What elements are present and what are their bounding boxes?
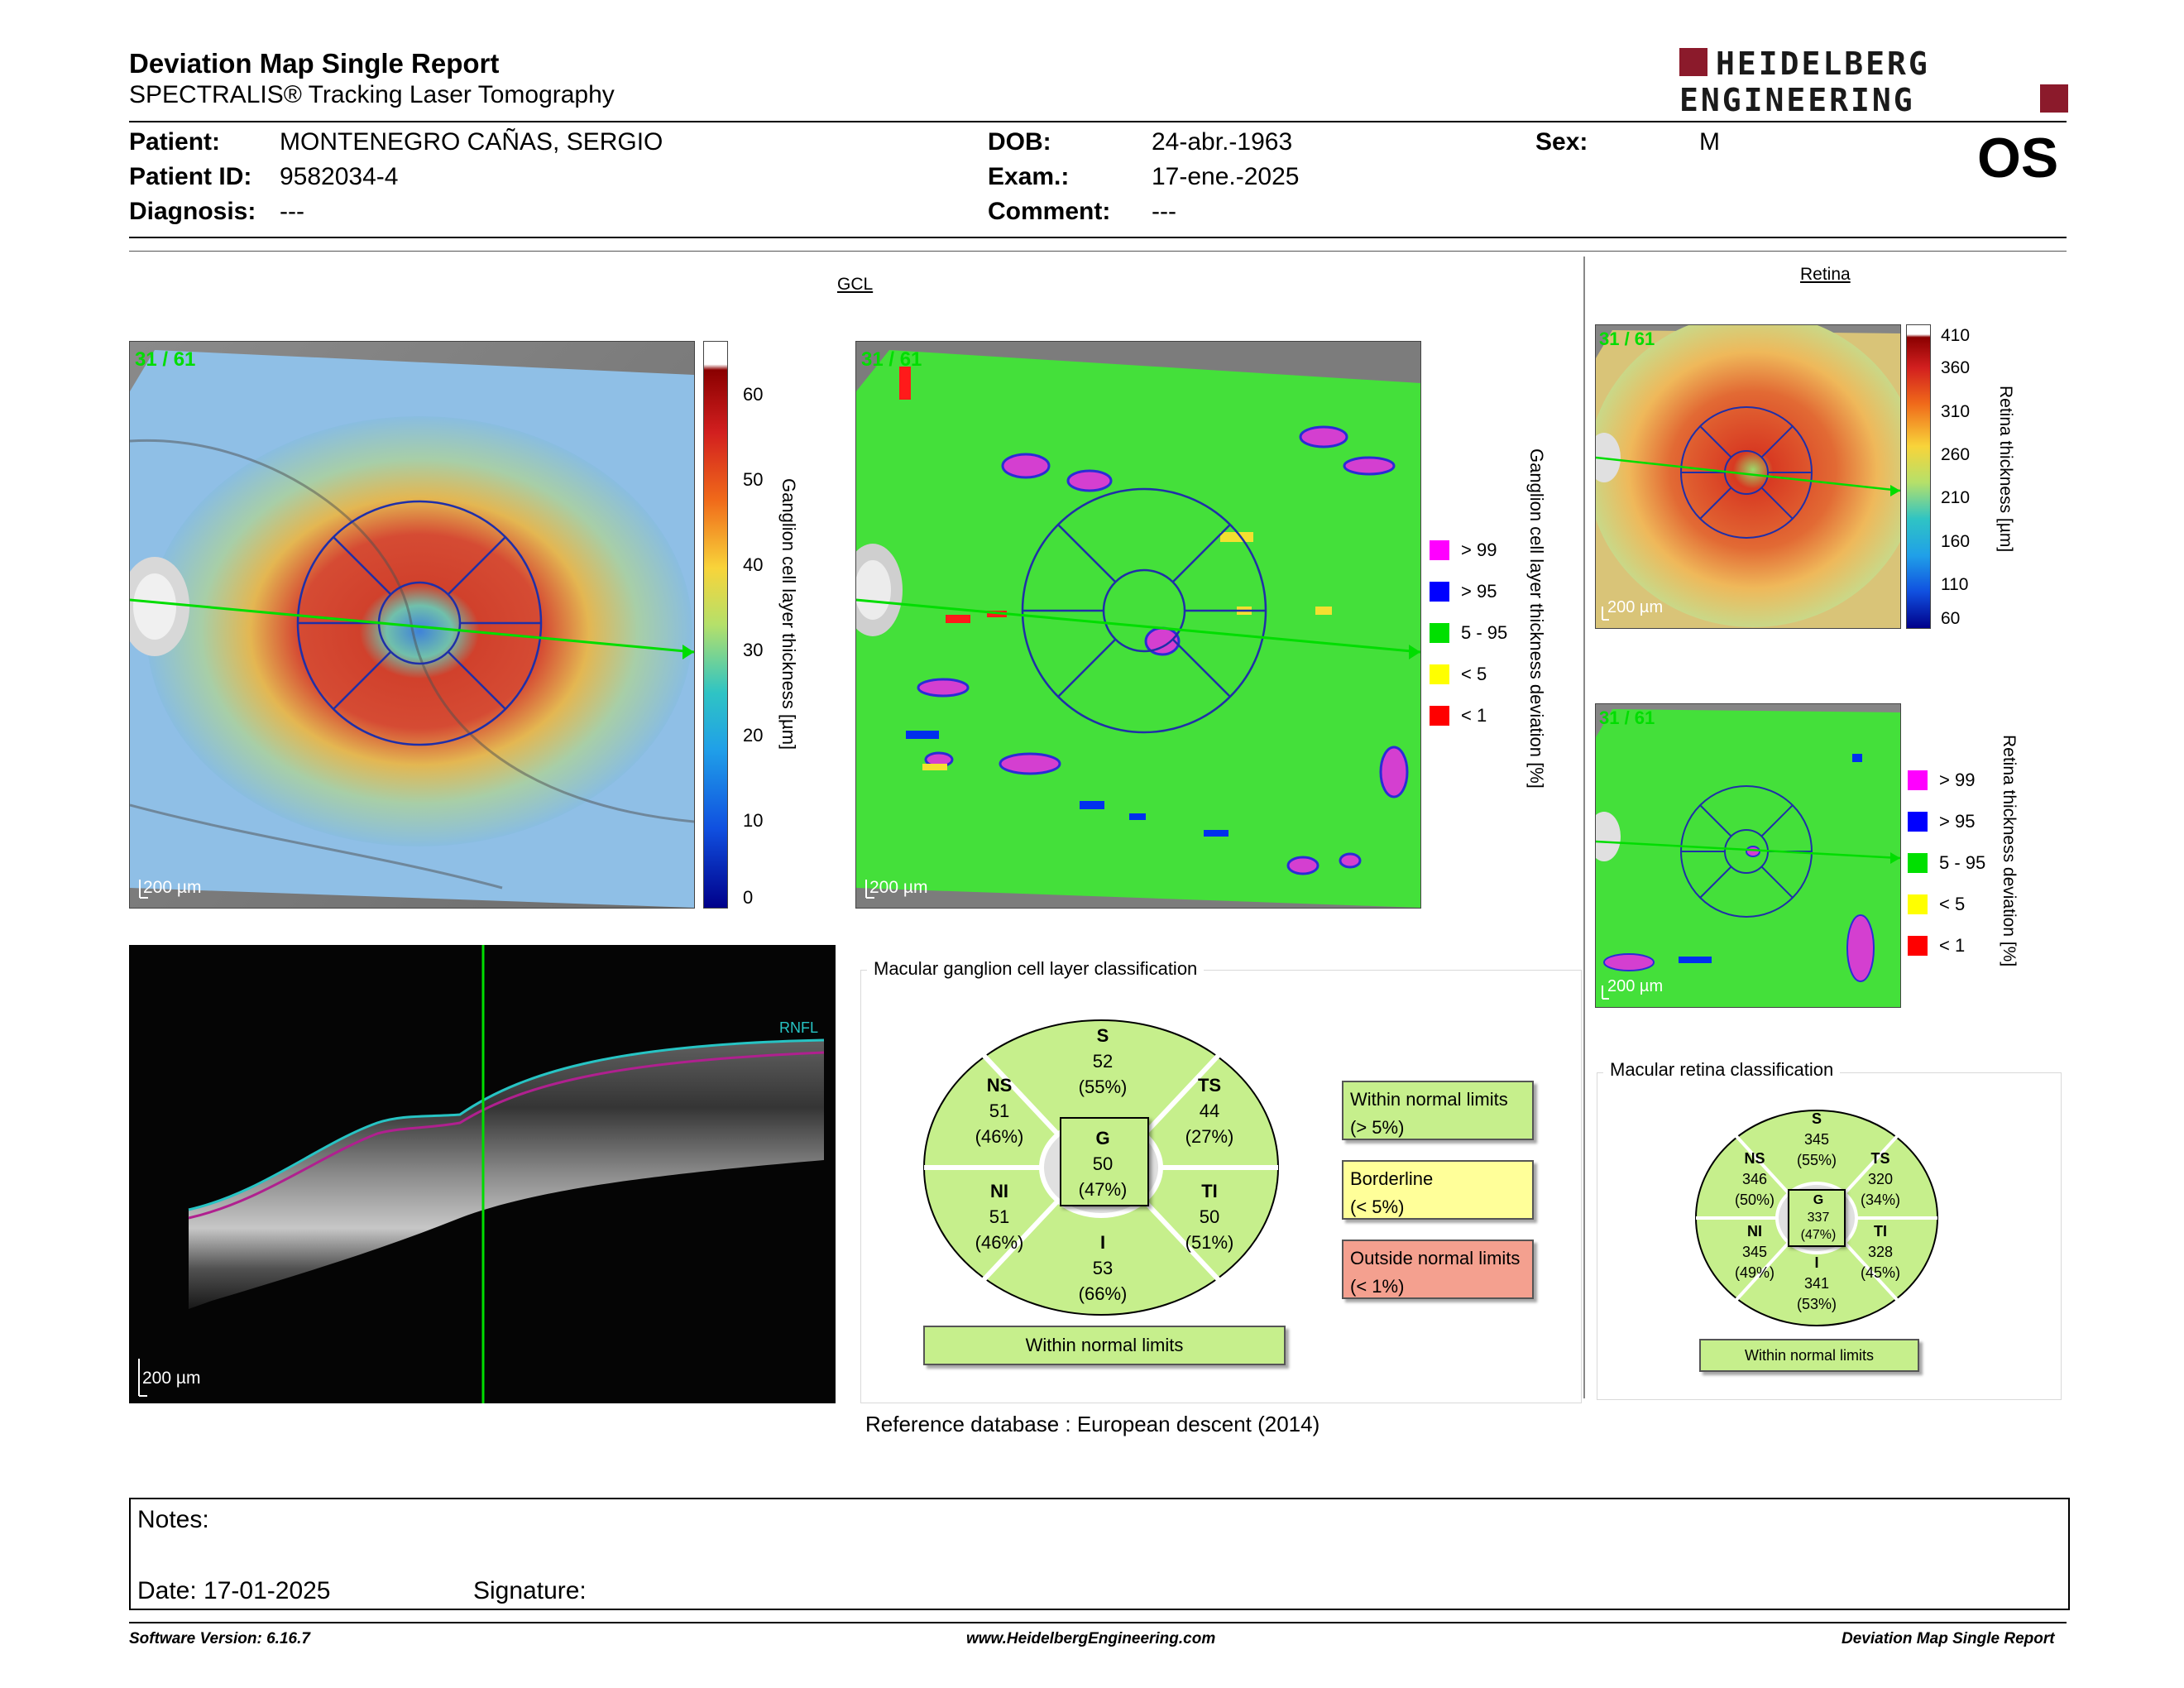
heidelberg-logo [1679,46,2068,116]
reference-database: Reference database : European descent (2014) [865,1412,1320,1436]
patient-divider-2 [129,251,2067,252]
retina-deviation-legend [1908,760,1985,966]
patient-name: MONTENEGRO CAÑAS, SERGIO [280,128,663,156]
sector-name: S [1096,1025,1109,1046]
gcl-classification-result: Within normal limits [923,1326,1286,1365]
gcl-thickness-map [129,341,695,909]
legend-label: < 5 [1461,664,1487,684]
retina-tick: 260 [1941,445,1971,464]
gcl-sector-ni [958,1178,1041,1255]
retina-tick: 110 [1941,575,1969,594]
legend-within-label: Within normal limits [1350,1089,1508,1110]
legend-label: > 95 [1461,581,1497,602]
sector-percent: (55%) [1078,1077,1128,1097]
sector-name: TS [1197,1075,1222,1096]
sector-name: TI [1201,1181,1218,1201]
gcl-map-scale: 200 µm [143,878,202,897]
patient-divider [129,237,2067,238]
sector-name: I [1814,1254,1819,1271]
svg-text:HEIDELBERG: HEIDELBERG [1716,46,1930,82]
dob-label: DOB: [988,128,1051,156]
legend-label: > 99 [1461,539,1497,560]
sector-percent: (46%) [975,1232,1024,1253]
legend-swatch-red [1908,936,1928,956]
sector-percent: (45%) [1860,1264,1900,1281]
legend-outside-label: Outside normal limits [1350,1248,1521,1268]
dob-value: 24-abr.-1963 [1152,128,1293,156]
report-subtitle: SPECTRALIS® Tracking Laser Tomography [129,81,615,108]
retina-tick: 210 [1941,488,1971,507]
sector-value: 345 [1803,1131,1830,1148]
sector-percent: (34%) [1860,1192,1900,1208]
software-version: Software Version: 6.16.7 [129,1630,310,1647]
sector-percent: (49%) [1734,1264,1774,1281]
gcl-tick: 30 [743,640,764,660]
sector-percent: (51%) [1185,1232,1234,1253]
legend-label: 5 - 95 [1939,852,1986,873]
retina-deviation-scale: 200 µm [1607,977,1664,995]
retina-sector-ts [1853,1149,1908,1211]
sector-percent: (55%) [1796,1152,1837,1168]
gcl-tick: 60 [743,384,764,405]
sector-value: 337 [1807,1211,1830,1225]
sector-percent: (27%) [1185,1126,1234,1147]
bscan-scale: 200 µm [142,1369,201,1388]
report-title: Deviation Map Single Report [129,48,500,79]
legend-within-threshold: (> 5%) [1350,1117,1405,1138]
notes-box [129,1498,2070,1610]
notes-label: Notes: [137,1506,209,1533]
sector-value: 328 [1867,1244,1894,1260]
retina-sector-ni [1727,1221,1782,1283]
sex-label: Sex: [1535,128,1588,156]
sector-name: I [1099,1232,1106,1253]
comment-value: --- [1152,198,1176,225]
sector-percent: (53%) [1796,1296,1837,1312]
comment-label: Comment: [988,198,1111,225]
gcl-sector-ts [1168,1072,1251,1149]
legend-label: < 1 [1939,935,1966,956]
retina-thickness-axis-label: Retina thickness [µm] [1996,386,2015,553]
svg-text:ENGINEERING: ENGINEERING [1679,82,1915,116]
retina-sector-i [1792,1253,1842,1315]
legend-outside-threshold: (< 1%) [1350,1276,1405,1297]
sector-value: 346 [1741,1171,1768,1187]
sector-value: 51 [989,1206,1010,1227]
retina-classification-title: Macular retina classification [1603,1059,1840,1081]
sector-name: G [1095,1128,1110,1149]
legend-borderline-label: Borderline [1350,1168,1434,1189]
sector-percent: (50%) [1734,1192,1774,1208]
retina-deviation-map [1595,703,1901,1008]
gcl-sector-ns [958,1072,1041,1149]
retina-tick: 160 [1941,532,1971,551]
retina-sector-ti [1853,1221,1908,1283]
retina-thickness-colorbar [1906,324,1931,629]
retina-map-scale: 200 µm [1607,598,1664,616]
gcl-deviation-legend [1430,530,1507,736]
sector-name: S [1811,1110,1822,1127]
legend-swatch-blue [1430,582,1449,602]
retina-tick: 60 [1941,609,1961,628]
sector-value: 44 [1199,1101,1220,1121]
sector-value: 50 [1199,1206,1220,1227]
sector-name: NS [1744,1150,1765,1167]
sector-name: NI [1747,1223,1762,1240]
sex-value: M [1699,128,1720,156]
sector-percent: (66%) [1078,1283,1128,1304]
retina-sector-ns [1727,1149,1782,1211]
retina-section-title: Retina [1800,265,1851,284]
eye-indicator: OS [1977,127,2059,189]
sector-value: 50 [1092,1153,1114,1174]
sector-value: 320 [1867,1171,1894,1187]
retina-tick: 360 [1941,358,1971,377]
gcl-section-title: GCL [837,275,874,294]
gcl-map-counter: 31 / 61 [135,348,196,371]
legend-label: < 1 [1461,705,1487,726]
sector-name: TS [1870,1150,1890,1167]
header-divider [129,121,2067,122]
retina-sector-s [1792,1109,1842,1171]
legend-swatch-red [1430,706,1449,726]
gcl-thickness-axis-label: Ganglion cell layer thickness [µm] [778,478,799,750]
legend-swatch-blue [1908,812,1928,832]
legend-swatch-green [1908,853,1928,873]
retina-thickness-map [1595,324,1901,629]
website: www.HeidelbergEngineering.com [966,1630,1216,1647]
legend-swatch-magenta [1908,770,1928,790]
legend-borderline [1342,1160,1534,1220]
gcl-deviation-map [855,341,1421,909]
gcl-tick: 10 [743,810,764,831]
gcl-sector-g [1061,1125,1144,1202]
gcl-sector-ti [1168,1178,1251,1255]
oct-bscan [129,945,836,1403]
rnfl-layer-label: RNFL [779,1019,819,1036]
legend-swatch-green [1430,623,1449,643]
retina-map-counter: 31 / 61 [1599,328,1655,349]
gcl-sector-s [1061,1023,1144,1100]
footer-divider [129,1622,2067,1623]
legend-outside-normal [1342,1240,1534,1299]
legend-swatch-yellow [1430,664,1449,684]
gcl-deviation-axis-label: Ganglion cell layer thickness deviation [%] [1526,448,1547,789]
sector-percent: (46%) [975,1126,1024,1147]
legend-label: 5 - 95 [1461,622,1508,643]
retina-classification-result: Within normal limits [1699,1339,1919,1372]
notes-signature: Signature: [473,1577,587,1604]
exam-value: 17-ene.-2025 [1152,163,1300,190]
legend-swatch-yellow [1908,894,1928,914]
gcl-tick: 20 [743,725,764,746]
patient-id-label: Patient ID: [129,163,252,190]
diagnosis-label: Diagnosis: [129,198,256,225]
sector-percent: (47%) [1800,1228,1837,1242]
legend-borderline-threshold: (< 5%) [1350,1196,1405,1217]
gcl-deviation-counter: 31 / 61 [861,348,922,371]
gcl-classification-title: Macular ganglion cell layer classification [867,958,1204,980]
gcl-sector-i [1061,1230,1144,1307]
retina-sector-g [1792,1192,1845,1244]
gcl-thickness-colorbar [703,341,728,909]
legend-label: < 5 [1939,894,1966,914]
patient-label: Patient: [129,128,221,156]
retina-deviation-axis-label: Retina thickness deviation [%] [2000,735,2019,967]
sector-name: TI [1874,1223,1887,1240]
diagnosis-value: --- [280,198,304,225]
sector-percent: (47%) [1078,1179,1128,1200]
retina-deviation-counter: 31 / 61 [1599,707,1655,728]
sector-name: NS [986,1075,1013,1096]
sector-value: 51 [989,1101,1010,1121]
legend-swatch-magenta [1430,540,1449,560]
gcl-deviation-scale: 200 µm [869,878,928,897]
gcl-tick: 40 [743,554,764,575]
column-separator [1583,257,1585,1398]
sector-value: 53 [1092,1258,1114,1278]
sector-name: G [1813,1193,1824,1207]
retina-tick: 310 [1941,402,1971,421]
retina-tick: 410 [1941,326,1971,345]
sector-value: 341 [1803,1275,1830,1292]
legend-label: > 95 [1939,811,1976,832]
legend-label: > 99 [1939,770,1976,790]
gcl-tick: 50 [743,469,764,490]
sector-value: 345 [1741,1244,1768,1260]
exam-label: Exam.: [988,163,1070,190]
patient-id: 9582034-4 [280,163,399,190]
notes-date: Date: 17-01-2025 [137,1577,331,1604]
sector-value: 52 [1092,1051,1114,1072]
legend-within-normal [1342,1081,1534,1140]
sector-name: NI [990,1181,1008,1201]
gcl-tick: 0 [743,887,754,908]
footer-report-name: Deviation Map Single Report [1842,1630,2055,1647]
